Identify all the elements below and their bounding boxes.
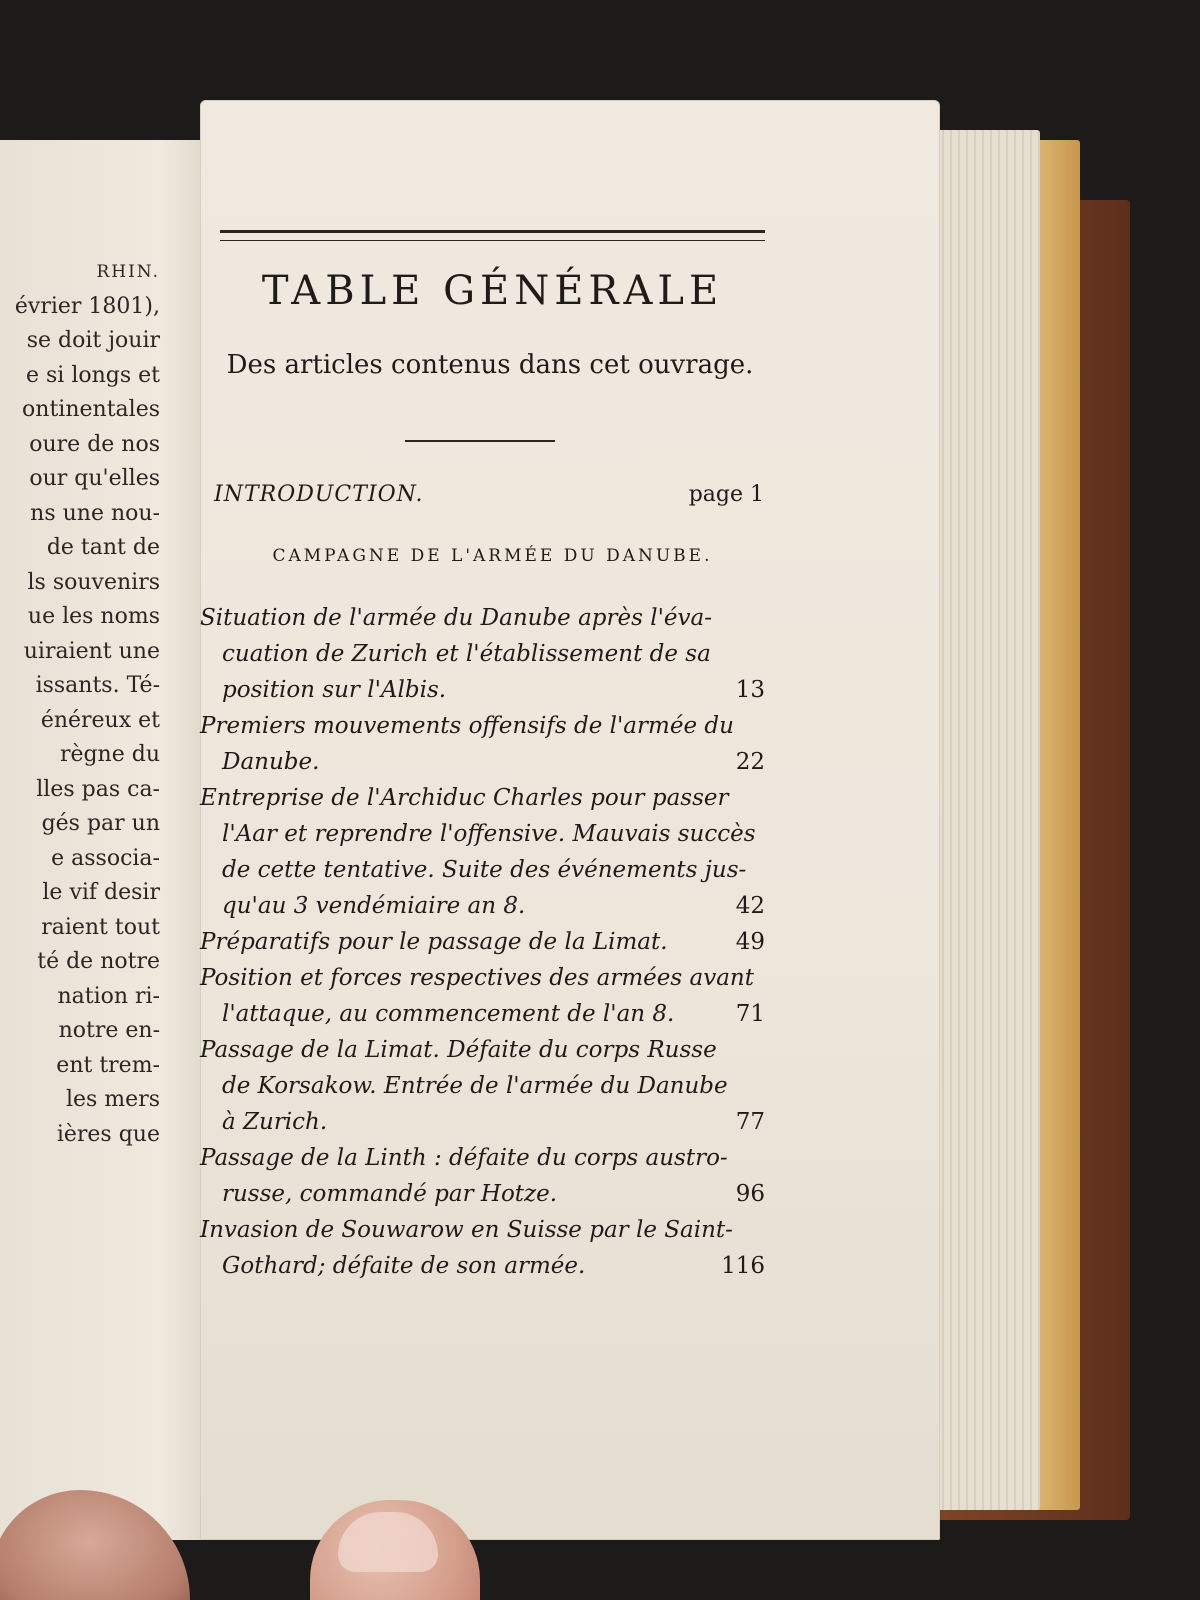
left-line: uiraient une: [23, 638, 160, 664]
left-line: ls souvenirs: [27, 569, 160, 595]
introduction-label: INTRODUCTION.: [214, 482, 424, 507]
toc-entry: [200, 924, 765, 960]
toc-entry-line: qu'au 3 vendémiaire an 8.: [222, 893, 526, 919]
toc-entry: [200, 708, 765, 780]
toc-entry-line: Invasion de Souwarow en Suisse par le Saint-: [200, 1217, 733, 1243]
toc-entry-line: de cette tentative. Suite des événements jus-: [222, 857, 747, 883]
toc-entry-page-number: 96: [735, 1181, 765, 1207]
left-line: gés par un: [41, 811, 160, 836]
left-line: e associa-: [51, 845, 160, 871]
left-line: ontinentales: [22, 397, 160, 422]
left-line: ns une nou-: [30, 500, 160, 526]
left-line: té de notre: [37, 949, 160, 974]
toc-entries: [200, 600, 765, 1284]
toc-entry-page-number: 49: [735, 929, 765, 955]
toc-entry-line: l'attaque, au commencement de l'an 8.: [222, 1001, 675, 1027]
left-line: e si longs et: [25, 362, 160, 388]
toc-entry-page-number: 77: [735, 1109, 765, 1135]
left-page: [0, 140, 230, 1540]
toc-entry-line: Danube.: [222, 749, 320, 775]
toc-entry: [200, 1032, 765, 1140]
toc-entry: [200, 1212, 765, 1284]
left-line: our qu'elles: [29, 466, 160, 491]
toc-entry: [200, 960, 765, 1032]
toc-entry: [200, 1140, 765, 1212]
divider-rule: [405, 440, 555, 442]
toc-entry-line: Passage de la Limat. Défaite du corps Russe: [200, 1037, 717, 1063]
left-line: le vif desir: [42, 880, 160, 905]
left-line: raient tout: [41, 914, 160, 940]
table-of-contents-page: [200, 100, 940, 1540]
toc-entry-page-number: 13: [735, 677, 765, 703]
toc-entry-page-number: 22: [735, 749, 765, 775]
left-line: les mers: [65, 1087, 160, 1112]
toc-entry-line: de Korsakow. Entrée de l'armée du Danube: [222, 1073, 728, 1099]
toc-entry-line: Passage de la Linth : défaite du corps austro-: [200, 1145, 728, 1171]
header-rule: [220, 230, 765, 241]
toc-introduction-row: [214, 482, 764, 507]
left-line: se doit jouir: [26, 328, 160, 353]
left-line: ue les noms: [27, 604, 160, 629]
toc-subtitle: Des articles contenus dans cet ouvrage.: [226, 350, 754, 380]
toc-entry-line: position sur l'Albis.: [222, 677, 447, 703]
left-line: ières que: [56, 1121, 160, 1147]
toc-entry-line: Gothard; défaite de son armée.: [222, 1253, 586, 1279]
left-line: oure de nos: [29, 431, 160, 457]
toc-entry-line: Premiers mouvements offensifs de l'armée du: [200, 713, 734, 739]
introduction-page: page 1: [688, 482, 764, 507]
left-line: notre en-: [58, 1018, 160, 1043]
left-line: issants. Té-: [35, 673, 160, 698]
toc-entry-line: cuation de Zurich et l'établissement de sa: [222, 641, 711, 667]
toc-entry-page-number: 71: [735, 1001, 765, 1027]
toc-entry-line: Entreprise de l'Archiduc Charles pour passer: [200, 785, 729, 811]
left-line: lles pas ca-: [36, 776, 160, 802]
toc-entry-page-number: 42: [735, 893, 765, 919]
left-line: règne du: [59, 742, 160, 767]
left-line: ent trem-: [56, 1052, 160, 1078]
left-page-header: RHIN.: [96, 262, 160, 282]
toc-entry-line: russe, commandé par Hotze.: [222, 1181, 558, 1207]
left-line: énéreux et: [40, 707, 160, 733]
left-page-text: [0, 255, 160, 1152]
toc-entry-line: Préparatifs pour le passage de la Limat.: [200, 929, 668, 955]
toc-entry-page-number: 116: [721, 1253, 765, 1279]
toc-entry-line: Position et forces respectives des armées avant: [200, 965, 754, 991]
left-line: évrier 1801),: [14, 293, 160, 319]
left-line: de tant de: [46, 535, 160, 560]
section-heading: CAMPAGNE DE L'ARMÉE DU DANUBE.: [272, 546, 713, 566]
left-line: nation ri-: [57, 983, 160, 1009]
toc-entry-line: Situation de l'armée du Danube après l'éva-: [200, 605, 713, 631]
toc-entry-line: à Zurich.: [222, 1109, 328, 1135]
toc-entry: [200, 780, 765, 924]
toc-entry: [200, 600, 765, 708]
toc-title: TABLE GÉNÉRALE: [261, 268, 724, 314]
toc-entry-line: l'Aar et reprendre l'offensive. Mauvais succès: [222, 821, 756, 847]
